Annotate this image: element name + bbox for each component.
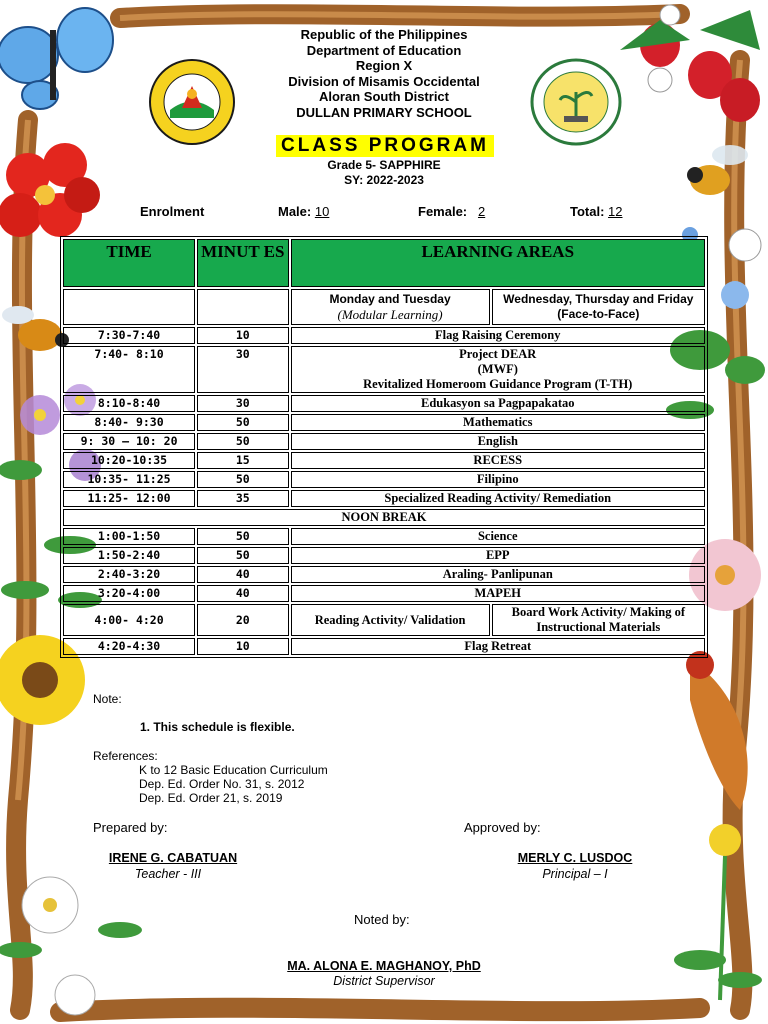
minutes-cell: 50 [197,528,288,545]
reference-item: K to 12 Basic Education Curriculum [139,763,328,777]
reference-item: Dep. Ed. Order No. 31, s. 2012 [139,777,305,791]
header-line: Aloran South District [318,89,449,104]
learning-area-cell: Reading Activity/ Validation [291,604,490,636]
time-cell: 2:40-3:20 [63,566,195,583]
learning-area-cell: MAPEH [291,585,706,602]
minutes-cell: 40 [197,566,288,583]
time-cell: 10:35- 11:25 [63,471,195,488]
table-row [63,604,705,636]
days-row [63,289,705,325]
noted-by-label: Noted by: [354,912,410,927]
table-row [63,471,705,488]
empty-cell [197,289,288,325]
time-cell: 4:20-4:30 [63,638,195,655]
table-row [63,346,705,393]
header-minutes: MINUT ES [197,239,288,287]
minutes-cell: 40 [197,585,288,602]
table-row [63,414,705,431]
time-cell: 1:00-1:50 [63,528,195,545]
header-line: Region X [355,58,413,73]
table-header-row [63,239,705,287]
noted-by-name: MA. ALONA E. MAGHANOY, PhD [287,959,481,973]
learning-area-cell: EPP [291,547,706,564]
learning-area-cell: Flag Raising Ceremony [291,327,706,344]
table-row [63,452,705,469]
time-cell: 7:30-7:40 [63,327,195,344]
time-cell: 11:25- 12:00 [63,490,195,507]
minutes-cell: 30 [197,346,288,393]
time-cell: 10:20-10:35 [63,452,195,469]
learning-area-cell: Board Work Activity/ Making of Instructional Materials [492,604,705,636]
learning-area-cell: Flag Retreat [291,638,706,655]
minutes-cell: 30 [197,395,288,412]
female-count: Female: 2 [418,204,486,219]
header-line: Department of Education [306,42,462,58]
empty-cell [63,289,195,325]
minutes-cell: 50 [197,433,288,450]
learning-area-cell: Specialized Reading Activity/ Remediation [291,490,706,507]
time-cell: 4:00- 4:20 [63,604,195,636]
male-count: Male: 10 [278,204,330,219]
minutes-cell: 20 [197,604,288,636]
time-cell: 3:20-4:00 [63,585,195,602]
day-wednesday-friday: Wednesday, Thursday and Friday (Face-to-Face) [492,289,705,325]
minutes-cell: 10 [197,327,288,344]
page-title: CLASS PROGRAM [276,135,494,157]
learning-area-cell: Science [291,528,706,545]
references-label: References: [93,749,158,763]
table-row [63,509,705,526]
table-row [63,585,705,602]
time-cell: 8:40- 9:30 [63,414,195,431]
table-row [63,528,705,545]
table-row [63,395,705,412]
dandelion-icon [674,824,762,1000]
time-cell: 8:10-8:40 [63,395,195,412]
prepared-by-name: IRENE G. CABATUAN [108,851,238,865]
time-cell: 1:50-2:40 [63,547,195,564]
noon-break-cell: NOON BREAK [63,509,705,526]
minutes-cell: 50 [197,414,288,431]
table-row [63,490,705,507]
learning-area-cell: Edukasyon sa Pagpapakatao [291,395,706,412]
learning-area-cell: Araling- Panlipunan [291,566,706,583]
minutes-cell: 10 [197,638,288,655]
learning-area-cell: Filipino [291,471,706,488]
noted-by-role: District Supervisor [333,974,435,988]
prepared-by-label: Prepared by: [93,820,168,835]
prepared-by-role: Teacher - III [134,867,202,881]
note-label: Note: [93,692,122,706]
approved-by-label: Approved by: [464,820,541,835]
learning-area-line: (MWF) [477,362,518,376]
learning-area-cell [291,346,706,393]
class-program-table [60,236,708,658]
table-row [63,566,705,583]
approved-by-name: MERLY C. LUSDOC [517,851,633,865]
reference-item: Dep. Ed. Order 21, s. 2019 [139,791,283,805]
learning-area-cell: Mathematics [291,414,706,431]
learning-area-line: Revitalized Homeroom Guidance Program (T-TH) [363,377,633,391]
table-row [63,638,705,655]
total-count: Total: 12 [570,204,623,219]
table-row [63,547,705,564]
approved-by-role: Principal – I [542,867,608,881]
bee-icon [2,306,69,351]
learning-area-line: Project DEAR [459,347,537,361]
minutes-cell: 50 [197,471,288,488]
school-year: SY: 2022-2023 [344,173,424,187]
time-cell: 9: 30 – 10: 20 [63,433,195,450]
learning-area-cell: RECESS [291,452,706,469]
enrolment-label: Enrolment [140,204,205,219]
header-line: DULLAN PRIMARY SCHOOL [296,104,472,120]
header-line: Division of Misamis Occidental [288,73,480,89]
day-monday-tuesday: Monday and Tuesday (Modular Learning) [291,289,490,325]
minutes-cell: 15 [197,452,288,469]
header-learning-areas: LEARNING AREAS [291,239,706,287]
time-cell: 7:40- 8:10 [63,346,195,393]
note-item: 1. This schedule is flexible. [140,720,295,734]
header-time: TIME [63,239,195,287]
learning-area-cell: English [291,433,706,450]
table-row [63,433,705,450]
minutes-cell: 50 [197,547,288,564]
table-row [63,327,705,344]
minutes-cell: 35 [197,490,288,507]
header-line: Republic of the Philippines [300,27,468,42]
grade-section: Grade 5- SAPPHIRE [327,158,441,172]
